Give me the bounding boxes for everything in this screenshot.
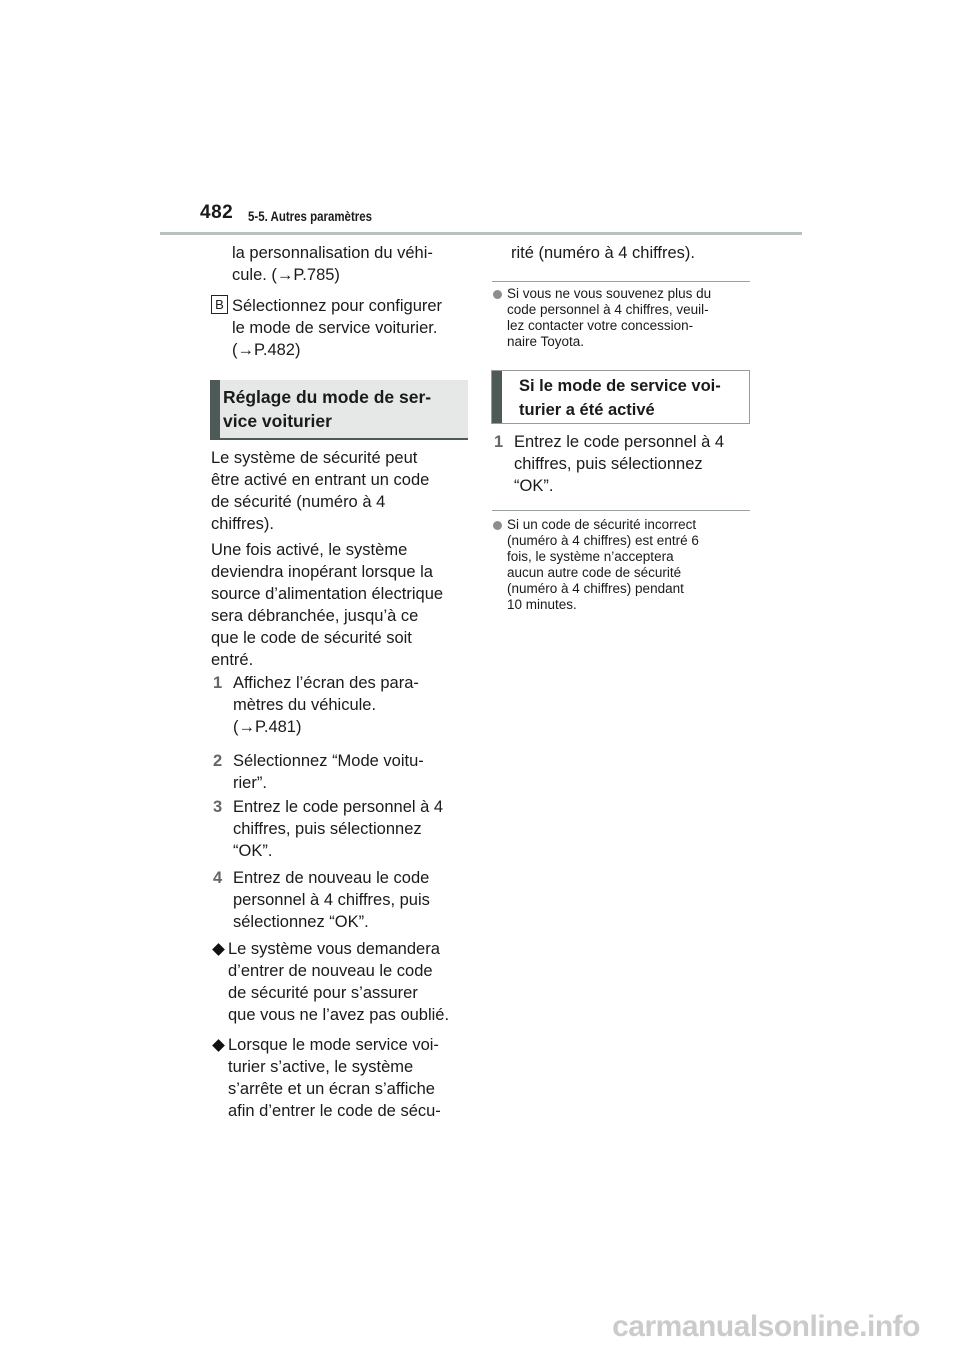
step-text: Entrez de nouveau le code personnel à 4 chiffres, puis sélectionnez “OK”. bbox=[233, 869, 430, 931]
continuation-text: rité (numéro à 4 chiffres). bbox=[511, 244, 696, 262]
heading-title: Réglage du mode de ser- vice voiturier bbox=[223, 387, 432, 431]
diamond-bullet-icon bbox=[212, 1039, 225, 1052]
note-divider bbox=[492, 510, 750, 511]
step-text: Entrez le code personnel à 4 chiffres, puis sélectionnez “OK”. bbox=[233, 798, 444, 860]
page-number: 482 bbox=[200, 202, 234, 223]
note-divider bbox=[492, 281, 750, 282]
step-number: 3 bbox=[213, 798, 223, 816]
paragraph-1: Le système de sécurité peut être activé en entrant un code de sécurité (numéro à 4 chiffres). bbox=[211, 449, 430, 533]
section-title: 5-5. Autres paramètres bbox=[248, 208, 372, 224]
step-number: 2 bbox=[213, 752, 223, 770]
watermark: carmanualsonline.info bbox=[612, 1310, 920, 1343]
step-number: 1 bbox=[213, 674, 223, 692]
step-number: 1 bbox=[494, 433, 504, 451]
heading-accent-bar bbox=[210, 380, 220, 438]
bullet-text: Lorsque le mode service voi- turier s’active, le système s’arrête et un écran s’affiche afin d’entrer le code de sécu- bbox=[228, 1036, 441, 1120]
note-text: Si vous ne vous souvenez plus du code personnel à 4 chiffres, veuil- lez contacter votre concession- naire Toyota. bbox=[507, 286, 712, 349]
paragraph-2: Une fois activé, le système deviendra inopérant lorsque la source d’alimentation électrique sera débranchée, jusqu’à ce que le code de sécurité soit entré. bbox=[211, 541, 444, 669]
header-divider bbox=[160, 232, 802, 235]
bullet-text: Le système vous demandera d’entrer de nouveau le code de sécurité pour s’assurer que vous ne l’avez pas oublié. bbox=[228, 940, 450, 1024]
item-b-text: Sélectionnez pour configurer le mode de service voiturier. (→P.482) bbox=[232, 297, 443, 359]
diamond-bullet-icon bbox=[212, 943, 225, 956]
callout-letter-b: B bbox=[211, 295, 228, 314]
step-text: Sélectionnez “Mode voitu- rier”. bbox=[233, 752, 424, 792]
step-number: 4 bbox=[213, 869, 223, 887]
intro-text: la personnalisation du véhi- cule. (→P.785) bbox=[232, 244, 433, 284]
circle-bullet-icon bbox=[493, 521, 502, 530]
note-text: Si un code de sécurité incorrect (numéro à 4 chiffres) est entré 6 fois, le système n’acceptera aucun autre code de sécurité (numéro à 4 chiffres) pendant 10 minutes. bbox=[507, 517, 699, 612]
heading-accent-bar bbox=[492, 371, 502, 423]
section-heading bbox=[210, 380, 468, 438]
step-text: Affichez l’écran des para- mètres du véhicule. (→P.481) bbox=[233, 674, 419, 736]
heading-title: Si le mode de service voi- turier a été activé bbox=[519, 377, 721, 419]
circle-bullet-icon bbox=[493, 290, 502, 299]
heading-underline bbox=[210, 438, 468, 440]
step-text: Entrez le code personnel à 4 chiffres, puis sélectionnez “OK”. bbox=[514, 433, 725, 495]
section-heading bbox=[491, 370, 750, 424]
